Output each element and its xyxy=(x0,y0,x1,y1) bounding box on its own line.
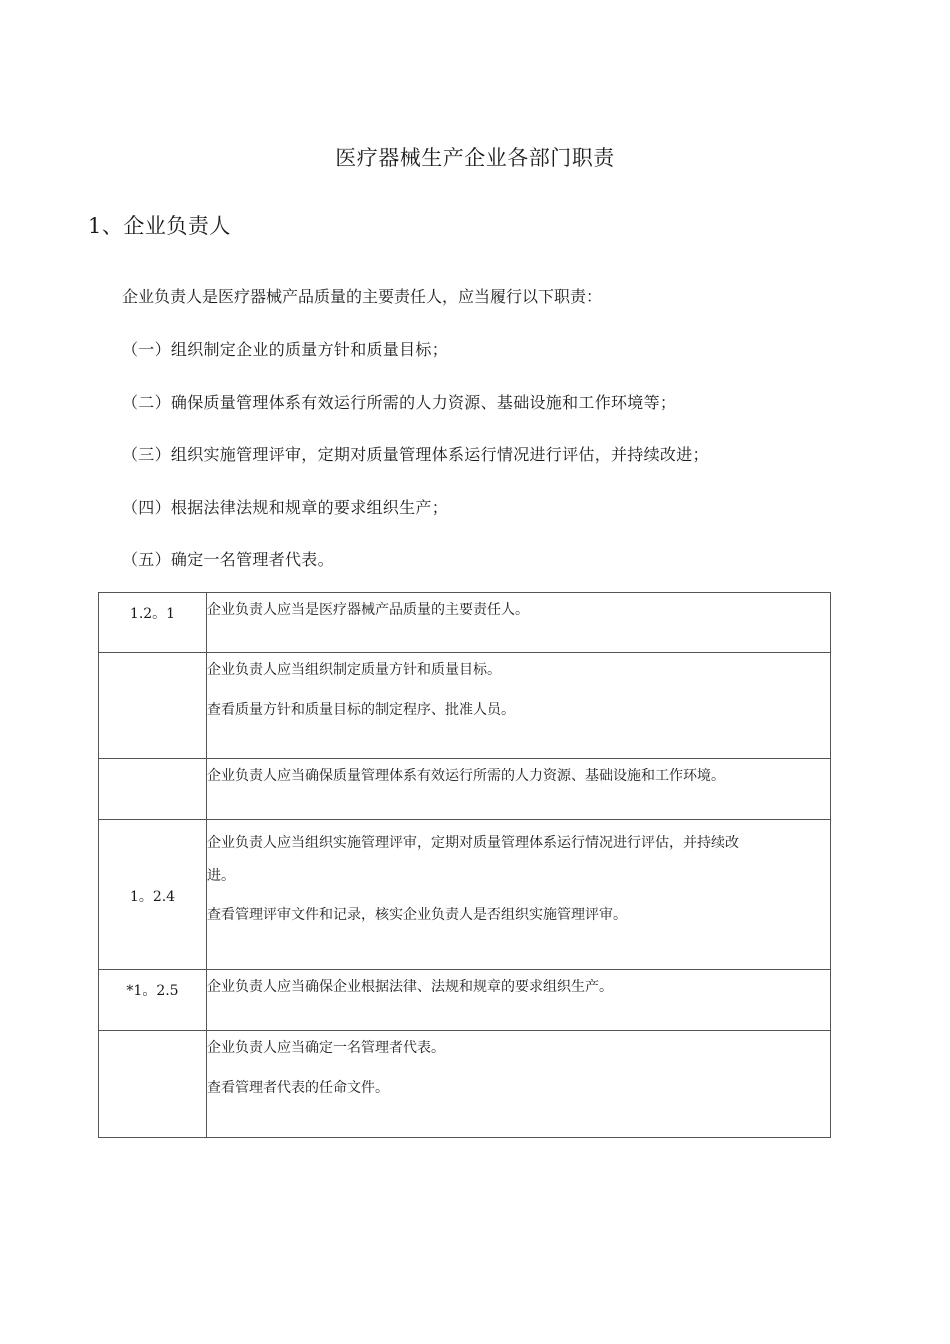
item-text: 查看管理评审文件和记录，核实企业负责人是否组织实施管理评审。 xyxy=(207,907,627,923)
document-title: 医疗器械生产企业各部门职责 xyxy=(335,146,615,170)
section-heading: 1、企业负责人 xyxy=(88,214,231,238)
item-code-cell xyxy=(99,820,207,970)
item-code-cell xyxy=(99,970,207,1031)
duty-item: （二）确保质量管理体系有效运行所需的人力资源、基础设施和工作环境等； xyxy=(122,393,677,412)
item-text: 企业负责人应当组织制定质量方针和质量目标。 xyxy=(207,662,501,678)
item-content-cell xyxy=(207,1031,831,1138)
table-row xyxy=(99,653,831,759)
item-content-cell xyxy=(207,759,831,820)
item-code xyxy=(99,759,206,769)
duty-item: （三）组织实施管理评审，定期对质量管理体系运行情况进行评估，并持续改进； xyxy=(122,445,709,464)
table-row xyxy=(99,759,831,820)
item-content-cell xyxy=(207,653,831,759)
table-row xyxy=(99,1031,831,1138)
item-text: 企业负责人应当是医疗器械产品质量的主要责任人。 xyxy=(207,602,529,618)
item-text: 企业负责人应当确保质量管理体系有效运行所需的人力资源、基础设施和工作环境。 xyxy=(207,768,725,784)
duty-item: （五）确定一名管理者代表。 xyxy=(122,550,334,569)
table-row xyxy=(99,970,831,1031)
intro-paragraph: 企业负责人是医疗器械产品质量的主要责任人，应当履行以下职责： xyxy=(122,287,603,306)
item-content-cell xyxy=(207,820,831,970)
item-code xyxy=(99,653,206,663)
item-content-cell xyxy=(207,970,831,1031)
item-text: 查看质量方针和质量目标的制定程序、批准人员。 xyxy=(207,702,515,718)
duty-item: （四）根据法律法规和规章的要求组织生产； xyxy=(122,498,449,517)
table-row xyxy=(99,593,831,653)
item-code: 1。2.4 xyxy=(129,889,176,905)
item-code-cell xyxy=(99,593,207,653)
duty-item: （一）组织制定企业的质量方针和质量目标； xyxy=(122,340,449,359)
item-code: 1.2。1 xyxy=(129,606,176,622)
item-text: 查看管理者代表的任命文件。 xyxy=(207,1080,389,1096)
item-text: 企业负责人应当确保企业根据法律、法规和规章的要求组织生产。 xyxy=(207,979,613,995)
item-content-cell xyxy=(207,593,831,653)
item-text: 企业负责人应当组织实施管理评审，定期对质量管理体系运行情况进行评估，并持续改 xyxy=(207,835,739,851)
table-row xyxy=(99,820,831,970)
item-code xyxy=(99,1031,206,1041)
item-code-cell xyxy=(99,653,207,759)
item-code-cell xyxy=(99,1031,207,1138)
item-code-cell xyxy=(99,759,207,820)
item-code: *1。2.5 xyxy=(126,983,179,999)
item-text: 进。 xyxy=(207,868,235,884)
inspection-table xyxy=(98,592,831,1138)
item-text: 企业负责人应当确定一名管理者代表。 xyxy=(207,1040,445,1056)
